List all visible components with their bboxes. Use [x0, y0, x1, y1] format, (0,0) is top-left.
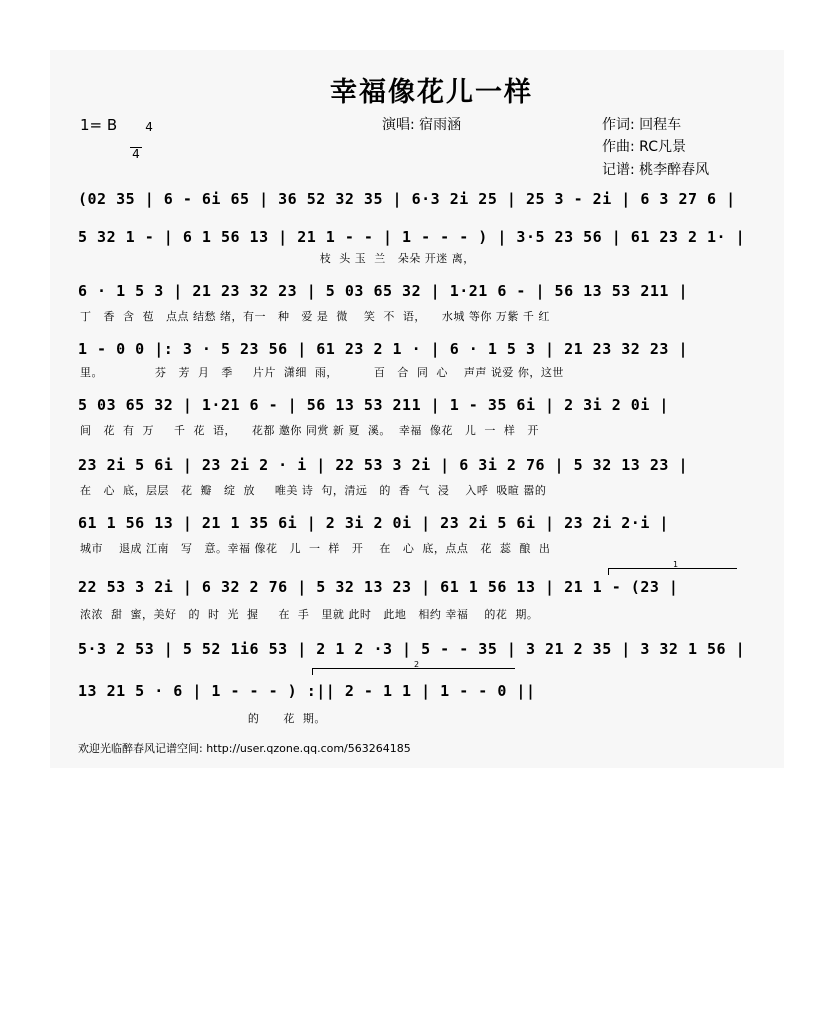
notation-row-10: 13 21 5 · 6 | 1 - - - ) :|| 2 - 1 1 | 1 - - 0 ||: [78, 682, 536, 700]
song-title: 幸福像花儿一样: [330, 77, 533, 108]
meter-bottom: 4: [130, 147, 142, 161]
time-signature: [130, 108, 153, 187]
lyrics-row-8: 浓浓 甜 蜜，美好 的 时 光 握 在 手 里就 此时 此地 相约 幸福 的花 期。: [80, 608, 539, 621]
composer-credit: 作曲: RC凡景: [602, 139, 686, 155]
lyrics-row-10: 的 花 期。: [80, 712, 326, 725]
notation-row-5: 5 03 65 32 | 1·21 6 - | 56 13 53 211 | 1 - 35 6i | 2 3i 2 0i |: [78, 396, 669, 414]
meter-top: 4: [145, 120, 153, 134]
lyrics-row-3: 丁 香 含 苞 点点 结愁 绪，有一 种 爱 是 微 笑 不 语， 水城 等你 万紫 千 红: [80, 310, 550, 323]
key-signature: 1= B: [80, 116, 118, 134]
lyrics-row-7: 城市 退成 江南 写 意。幸福 像花 儿 一 样 开 在 心 底，点点 花 蕊 酿 出: [80, 542, 551, 555]
notation-row-6: 23 2i 5 6i | 23 2i 2 · i | 22 53 3 2i | 6 3i 2 76 | 5 32 13 23 |: [78, 456, 688, 474]
notation-row-2: 5 32 1 - | 6 1 56 13 | 21 1 - - | 1 - - - ) | 3·5 23 56 | 61 23 2 1· |: [78, 228, 746, 246]
notation-row-8: 22 53 3 2i | 6 32 2 76 | 5 32 13 23 | 61 1 56 13 | 21 1 - (23 |: [78, 578, 679, 596]
lyrics-row-5: 间 花 有 万 千 花 语， 花都 邀你 同赏 新 夏 溪。 幸福 像花 儿 一 样 开: [80, 424, 539, 437]
notation-row-1: (02 35 | 6 - 6i 65 | 36 52 32 35 | 6·3 2i 25 | 25 3 - 2i | 6 3 27 6 |: [78, 190, 736, 208]
score-sheet: [50, 50, 784, 768]
notation-row-7: 61 1 56 13 | 21 1 35 6i | 2 3i 2 0i | 23 2i 5 6i | 23 2i 2·i |: [78, 514, 669, 532]
lyrics-row-6: 在 心 底，层层 花 瓣 绽 放 唯美 诗 句，清远 的 香 气 浸 入呼 吸暄 嚣的: [80, 484, 547, 497]
footer-credit: 欢迎光临醉春风记谱空间: http://user.qzone.qq.com/563264185: [78, 742, 411, 755]
lyrics-row-4: 里。 芬 芳 月 季 片片 潇细 雨， 百 合 同 心 声声 说爱 你，这世: [80, 366, 564, 379]
transcriber-credit: 记谱: 桃李醉春风: [602, 162, 710, 178]
lyricist-credit: 作词: 回程车: [602, 117, 682, 133]
notation-row-4: 1 - 0 0 |: 3 · 5 23 56 | 61 23 2 1 · | 6 · 1 5 3 | 21 23 32 23 |: [78, 340, 688, 358]
second-ending-bracket: 2: [312, 668, 515, 675]
notation-row-9: 5·3 2 53 | 5 52 1i6 53 | 2 1 2 ·3 | 5 - - 35 | 3 21 2 35 | 3 32 1 56 |: [78, 640, 746, 658]
first-ending-bracket: 1: [608, 568, 737, 575]
singer-credit: 演唱: 宿雨涵: [382, 117, 462, 133]
notation-row-3: 6 · 1 5 3 | 21 23 32 23 | 5 03 65 32 | 1·21 6 - | 56 13 53 211 |: [78, 282, 688, 300]
lyrics-row-2: 枝 头 玉 兰 朵朵 开迷 离，: [80, 252, 475, 265]
